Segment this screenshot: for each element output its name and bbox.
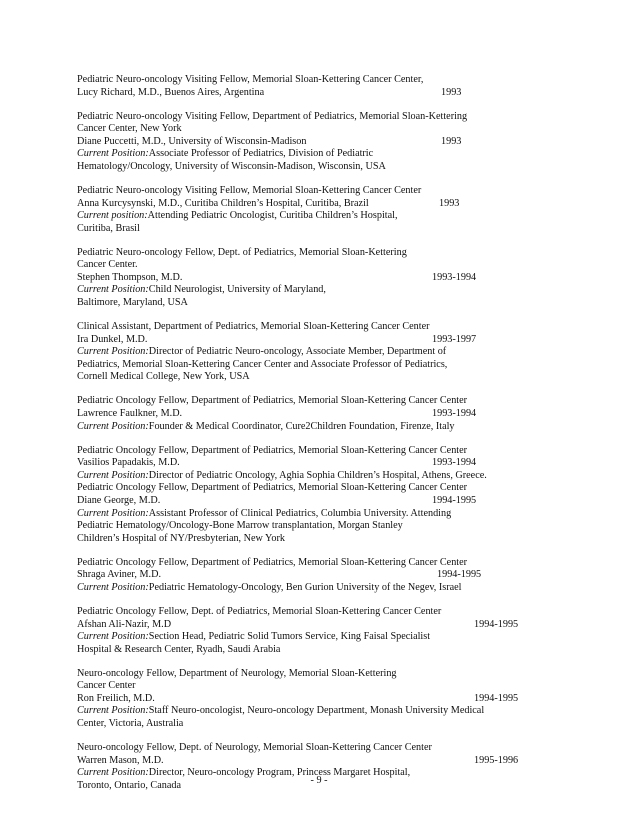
- entry-year: 1995-1996: [474, 754, 519, 766]
- entry-year: 1993: [441, 135, 462, 147]
- entry-line: Pediatric Neuro-oncology Visiting Fellow, Memorial Sloan-Kettering Cancer Center,: [77, 74, 424, 85]
- fellow-entry: [77, 247, 577, 310]
- fellows-list: [77, 74, 577, 804]
- fellow-name: Lucy Richard, M.D., Buenos Aires, Argentina: [77, 86, 265, 98]
- current-position-text: Child Neurologist, University of Maryland,: [148, 284, 326, 296]
- entry-line: [77, 136, 577, 149]
- fellow-name: Stephen Thompson, M.D.: [77, 271, 183, 283]
- entry-line: Pediatric Neuro-oncology Visiting Fellow, Department of Pediatrics, Memorial Sloan-Kettering: [77, 110, 468, 122]
- entry-line: Clinical Assistant, Department of Pediatrics, Memorial Sloan-Kettering Cancer Center: [77, 321, 430, 333]
- current-position-label: Current Position:: [77, 420, 149, 432]
- entry-year: 1993-1994: [432, 457, 477, 469]
- entry-year: 1993-1994: [432, 271, 477, 283]
- entry-line: [77, 619, 577, 632]
- current-position-line: Hospital & Research Center, Ryadh, Saudi Arabia: [77, 643, 281, 655]
- page-number: - 9 -: [310, 775, 328, 786]
- current-position-line: Pediatric Hematology/Oncology-Bone Marrow transplantation, Morgan Stanley: [77, 520, 403, 532]
- entry-line: [77, 272, 577, 285]
- current-position-text: Assistant Professor of Clinical Pediatrics, Columbia University. Attending: [148, 507, 452, 519]
- current-position-line: [77, 470, 577, 483]
- entry-line: Cancer Center: [77, 680, 136, 692]
- entry-line: Cancer Center.: [77, 259, 138, 271]
- entry-line: Pediatric Neuro-oncology Fellow, Dept. of Pediatrics, Memorial Sloan-Kettering: [77, 246, 407, 258]
- fellow-entry: [77, 395, 577, 433]
- current-position-line: Toronto, Ontario, Canada: [77, 779, 181, 791]
- current-position-label: Current Position:: [77, 148, 149, 160]
- entry-line: [77, 408, 577, 421]
- fellow-name: Vasilios Papadakis, M.D.: [77, 457, 180, 469]
- fellow-entry: [77, 445, 577, 546]
- fellow-name: Diane George, M.D.: [77, 494, 161, 506]
- fellow-entry: [77, 668, 577, 731]
- fellow-name: Diane Puccetti, M.D., University of Wisconsin-Madison: [77, 135, 307, 147]
- current-position-text: Pediatric Hematology-Oncology, Ben Gurion University of the Negev, Israel: [148, 581, 462, 593]
- current-position-line: Center, Victoria, Australia: [77, 718, 184, 730]
- current-position-text: Director of Pediatric Neuro-oncology, Associate Member, Department of: [148, 346, 447, 358]
- current-position-text: Director, Neuro-oncology Program, Princess Margaret Hospital,: [148, 767, 411, 779]
- entry-line: Pediatric Neuro-oncology Visiting Fellow, Memorial Sloan-Kettering Cancer Center: [77, 184, 422, 196]
- entry-line: Pediatric Oncology Fellow, Department of Pediatrics, Memorial Sloan-Kettering Cancer Center: [77, 395, 468, 407]
- current-position-line: Pediatrics, Memorial Sloan-Kettering Cancer Center and Associate Professor of Pediatrics,: [77, 358, 448, 370]
- entry-line: [77, 755, 577, 768]
- entry-year: 1994-1995: [432, 494, 477, 506]
- entry-line: [77, 198, 577, 211]
- fellow-entry: [77, 185, 577, 235]
- entry-line: Pediatric Oncology Fellow, Department of Pediatrics, Memorial Sloan-Kettering Cancer Center: [77, 444, 468, 456]
- current-position-line: Hematology/Oncology, University of Wisconsin-Madison, Wisconsin, USA: [77, 160, 386, 172]
- fellow-name: Ira Dunkel, M.D.: [77, 333, 148, 345]
- current-position-line: Baltimore, Maryland, USA: [77, 297, 188, 309]
- current-position-line: [77, 421, 577, 434]
- entry-line: Pediatric Oncology Fellow, Department of Pediatrics, Memorial Sloan-Kettering Cancer Center: [77, 482, 468, 494]
- entry-line: Cancer Center, New York: [77, 123, 182, 135]
- current-position-line: [77, 284, 577, 297]
- fellow-name: Lawrence Faulkner, M.D.: [77, 408, 183, 420]
- fellow-entry: [77, 557, 577, 595]
- entry-line: Neuro-oncology Fellow, Department of Neurology, Memorial Sloan-Kettering: [77, 667, 397, 679]
- current-position-label: Current Position:: [77, 469, 149, 481]
- fellow-name: Warren Mason, M.D.: [77, 754, 164, 766]
- entry-line: [77, 693, 577, 706]
- entry-year: 1994-1995: [437, 569, 482, 581]
- current-position-line: Cornell Medical College, New York, USA: [77, 371, 250, 383]
- entry-line: [77, 87, 577, 100]
- entry-line: [77, 569, 577, 582]
- fellow-entry: [77, 606, 577, 656]
- current-position-line: [77, 346, 577, 359]
- entry-line: Neuro-oncology Fellow, Dept. of Neurology, Memorial Sloan-Kettering Cancer Center: [77, 742, 432, 754]
- current-position-line: [77, 210, 577, 223]
- current-position-line: [77, 631, 577, 644]
- entry-line: [77, 457, 577, 470]
- current-position-text: Founder & Medical Coordinator, Cure2Children Foundation, Firenze, Italy: [148, 420, 455, 432]
- entry-line: Pediatric Oncology Fellow, Department of Pediatrics, Memorial Sloan-Kettering Cancer Center: [77, 556, 468, 568]
- current-position-text: Section Head, Pediatric Solid Tumors Service, King Faisal Specialist: [148, 631, 431, 643]
- entry-year: 1994-1995: [474, 618, 519, 630]
- entry-year: 1993-1997: [432, 333, 477, 345]
- entry-line: [77, 334, 577, 347]
- current-position-line: [77, 508, 577, 521]
- current-position-label: Current Position:: [77, 346, 149, 358]
- fellow-name: Anna Kurcysynski, M.D., Curitiba Children’s Hospital, Curitiba, Brazil: [77, 197, 369, 209]
- entry-year: 1993: [441, 86, 462, 98]
- entry-year: 1994-1995: [474, 692, 519, 704]
- current-position-line: [77, 148, 577, 161]
- current-position-label: Current Position:: [77, 507, 149, 519]
- entry-line: [77, 495, 577, 508]
- fellow-name: Afshan Ali-Nazir, M.D: [77, 618, 172, 630]
- current-position-label: Current Position:: [77, 284, 149, 296]
- fellow-entry: [77, 111, 577, 174]
- current-position-text: Director of Pediatric Oncology, Aghia Sophia Children’s Hospital, Athens, Greece.: [148, 469, 487, 481]
- current-position-line: [77, 705, 577, 718]
- current-position-label: Current Position:: [77, 705, 149, 717]
- current-position-line: Curitiba, Brasil: [77, 222, 140, 234]
- current-position-label: Current Position:: [77, 631, 149, 643]
- fellow-name: Ron Freilich, M.D.: [77, 692, 155, 704]
- current-position-label: Current position:: [77, 210, 148, 222]
- fellow-entry: [77, 74, 577, 99]
- current-position-line: Children’s Hospital of NY/Presbyterian, New York: [77, 532, 285, 544]
- fellow-name: Shraga Aviner, M.D.: [77, 569, 161, 581]
- entry-year: 1993-1994: [432, 408, 477, 420]
- current-position-text: Staff Neuro-oncologist, Neuro-oncology Department, Monash University Medical: [148, 705, 485, 717]
- current-position-line: [77, 582, 577, 595]
- current-position-text: Associate Professor of Pediatrics, Division of Pediatric: [148, 148, 374, 160]
- fellow-entry: [77, 321, 577, 384]
- current-position-label: Current Position:: [77, 581, 149, 593]
- entry-line: Pediatric Oncology Fellow, Dept. of Pediatrics, Memorial Sloan-Kettering Cancer Center: [77, 605, 442, 617]
- entry-year: 1993: [439, 197, 460, 209]
- current-position-text: Attending Pediatric Oncologist, Curitiba Children’s Hospital,: [147, 210, 398, 222]
- current-position-label: Current Position:: [77, 767, 149, 779]
